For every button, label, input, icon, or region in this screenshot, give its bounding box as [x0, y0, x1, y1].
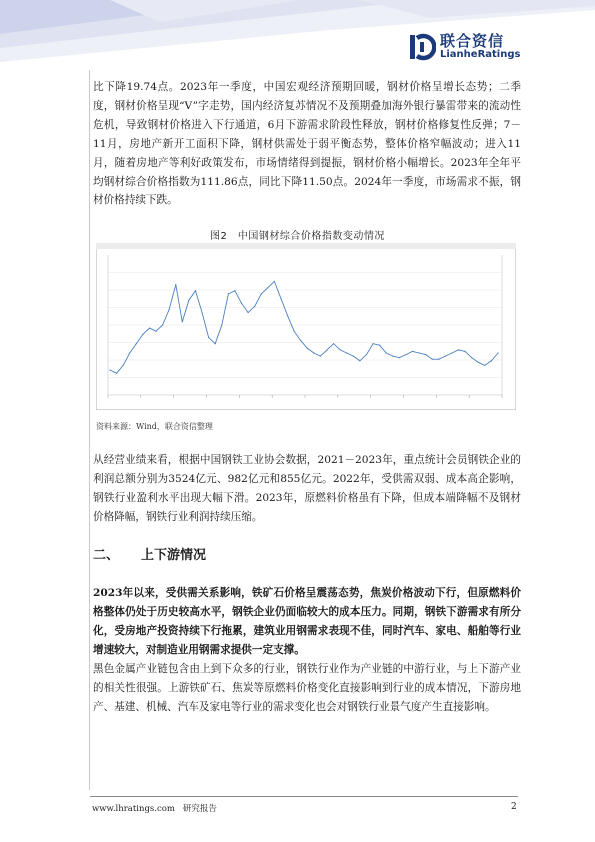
series-point [386, 352, 387, 353]
footer-rule [90, 796, 518, 797]
logo-english-name: LianheRatings [440, 49, 521, 60]
series-point [254, 306, 255, 307]
series-point [491, 360, 492, 361]
footer-website[interactable]: www.lhratings.com [92, 804, 175, 814]
chart-header-strip [96, 243, 516, 249]
series-point [497, 352, 498, 353]
series-point [123, 365, 124, 366]
paragraph-operating-results: 从经营业绩来看，根据中国钢铁工业协会数据，2021－2023年，重点统计会员钢铁企业的利润总额分别为3524亿元、982亿元和855亿元。2022年，受供需双弱、成本高企影响，钢铁行业盈利水平出现大幅下滑。2023年，原燃料价格虽有下降，但成本端降幅不及钢材价格降幅，钢铁行业利润持续压缩。 [93, 454, 521, 523]
series-point [392, 356, 393, 357]
figure-title: 图2 中国钢材综合价格指数变动情况 [210, 231, 385, 242]
series-point [346, 352, 347, 353]
series-point [188, 300, 189, 301]
series-point [162, 324, 163, 325]
series-point [405, 354, 406, 355]
series-point [340, 349, 341, 350]
series-point [379, 345, 380, 346]
series-point [320, 356, 321, 357]
series-point [333, 343, 334, 344]
series-point [451, 352, 452, 353]
series-point [155, 331, 156, 332]
series-point [372, 343, 373, 344]
series-point [294, 331, 295, 332]
series-point [471, 357, 472, 358]
paragraph-upstream-downstream-summary: 2023年以来，受供需关系影响，铁矿石价格呈震荡态势，焦炭价格波动下行，但原燃料价格整体仍处于历史较高水平，钢铁企业仍面临较大的成本压力。同期，钢铁下游需求有所分化，受房地产投资持续下行拖累，建筑业用钢需求表现不佳，同时汽车、家电、船舶等行业增速较大，对制造业用钢需求提供一定支撑。 [93, 587, 521, 656]
series-point [432, 359, 433, 360]
company-logo [408, 30, 528, 66]
section-title: 上下游情况 [141, 548, 207, 563]
series-point [136, 343, 137, 344]
series-point [116, 373, 117, 374]
section-number: 二、 [93, 548, 120, 563]
series-point [109, 370, 110, 371]
page-number: 2 [511, 802, 517, 812]
series-point [484, 365, 485, 366]
figure-source: 资料来源：Wind，联合资信整理 [96, 422, 213, 431]
left-margin-rule [89, 70, 90, 790]
footer-doc-type: 研究报告 [182, 804, 217, 814]
series-point [129, 352, 130, 353]
series-point [300, 340, 301, 341]
series-point [248, 312, 249, 313]
paragraph-industry-chain: 黑色金属产业链包含由上到下众多的行业，钢铁行业作为产业链的中游行业，与上下游产业的相关性很强。上游铁矿石、焦炭等原燃料价格变化直接影响到行业的成本情况，下游房地产、基建、机械、汽车及家电等行业的需求变化也会对钢铁行业景气度产生直接影响。 [93, 663, 521, 713]
series-point [280, 298, 281, 299]
series-point [221, 324, 222, 325]
series-point [228, 293, 229, 294]
series-point [261, 293, 262, 294]
series-point [182, 321, 183, 322]
series-point [241, 303, 242, 304]
series-point [215, 343, 216, 344]
series-point [175, 284, 176, 285]
series-point [267, 287, 268, 288]
series-point [412, 351, 413, 352]
chart-frame [96, 243, 516, 410]
series-point [287, 315, 288, 316]
paragraph-steel-price-trend: 比下降19.74点。2023年一季度，中国宏观经济预期回暖，钢材价格呈增长态势；二季度，钢材价格呈现“V”字走势，国内经济复苏情况不及预期叠加海外银行暴雷带来的流动性危机，导致钢材价格进入下行通道，6月下游需求阶段性释放，钢材价格修复性反弹；7－11月，房地产新开工面积下降，钢材供需处于弱平衡态势，整体价格窄幅波动；进入11月，随着房地产等利好政策发布，市场情绪得到提振，钢材价格小幅增长。2023年全年平均钢材综合价格指数为111.86点，同比下降11.50点。2024年一季度，市场需求不振，钢材价格持续下跌。 [93, 81, 521, 207]
series-point [399, 357, 400, 358]
series-point [478, 362, 479, 363]
series-point [313, 352, 314, 353]
series-point [366, 354, 367, 355]
series-point [465, 351, 466, 352]
logo-mark-icon [408, 32, 436, 62]
series-point [425, 354, 426, 355]
series-point [149, 328, 150, 329]
series-point [438, 359, 439, 360]
series-point [353, 356, 354, 357]
series-point [326, 349, 327, 350]
logo-chinese-name: 联合资信 [440, 32, 505, 50]
series-point [208, 337, 209, 338]
series-point [201, 312, 202, 313]
series-point [458, 349, 459, 350]
series-point [418, 352, 419, 353]
series-point [274, 281, 275, 282]
series-point [142, 334, 143, 335]
series-point [169, 309, 170, 310]
footer-info [92, 802, 217, 814]
section-heading [93, 544, 206, 563]
series-point [307, 348, 308, 349]
steel-price-index-chart [96, 243, 516, 410]
series-point [195, 290, 196, 291]
series-point [445, 356, 446, 357]
series-point [359, 360, 360, 361]
series-point [234, 290, 235, 291]
